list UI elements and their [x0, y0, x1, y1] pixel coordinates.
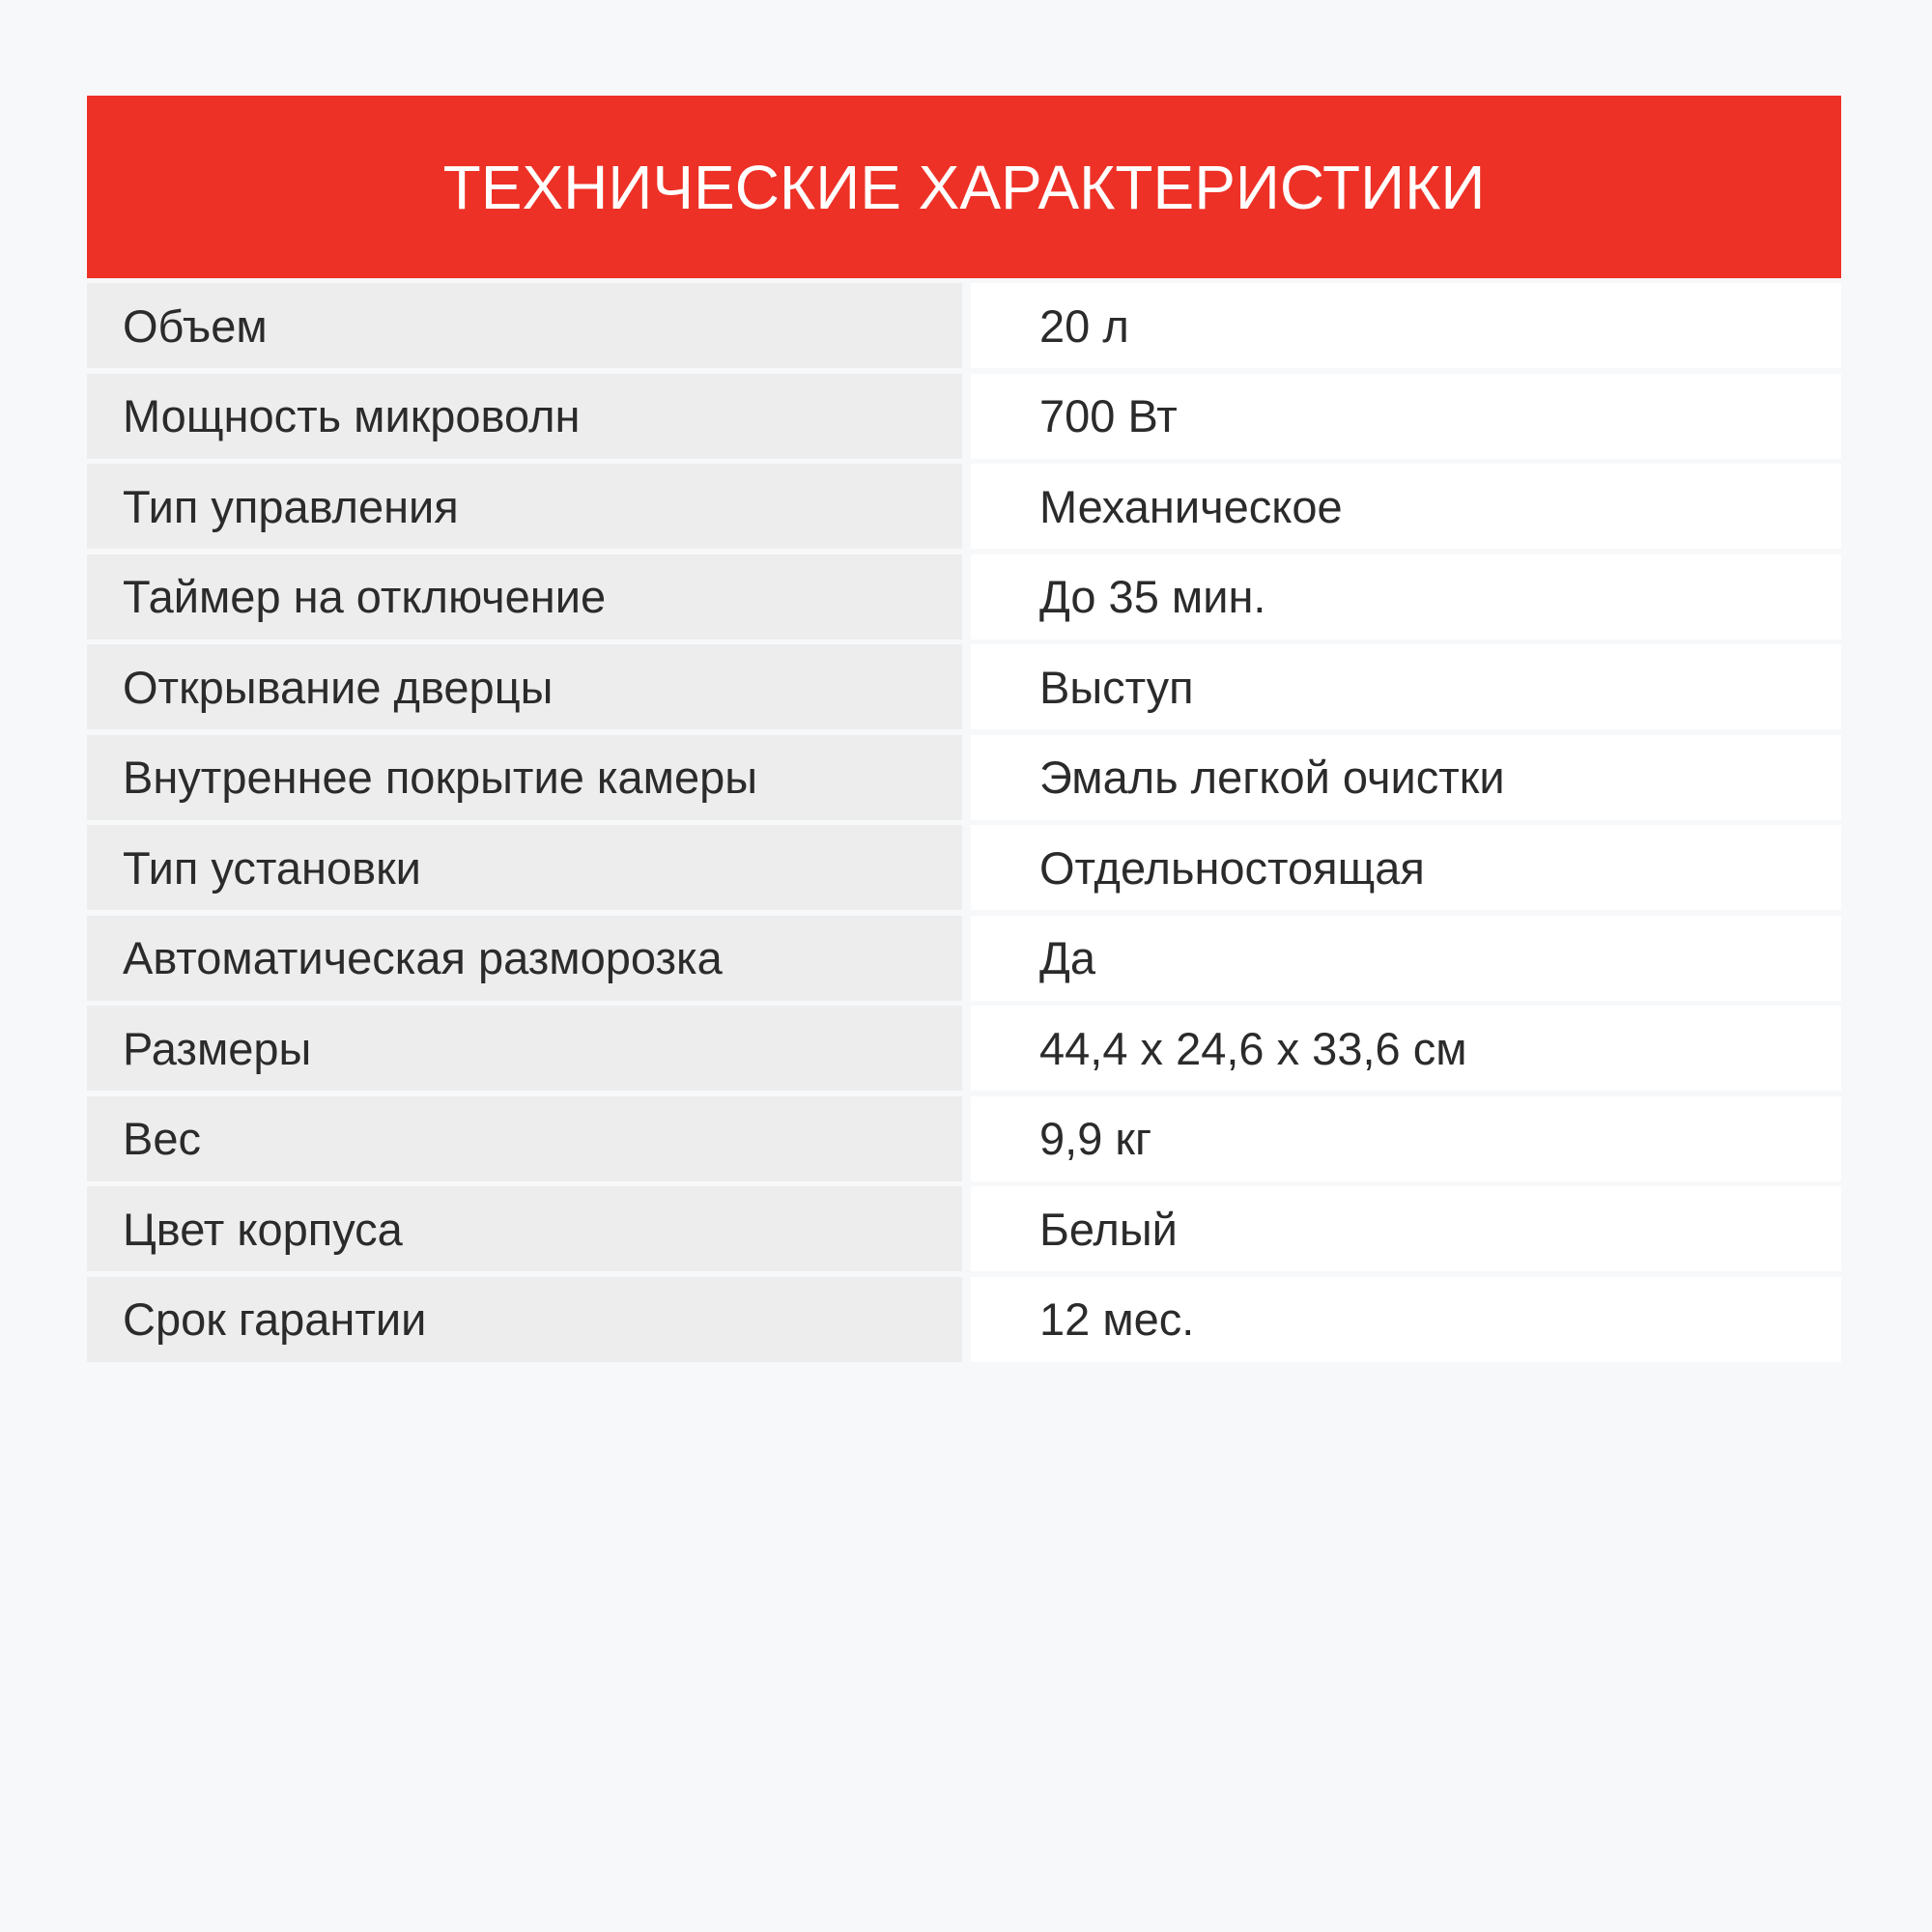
spec-label-cell [87, 554, 962, 639]
spec-label-cell [87, 1006, 962, 1091]
spec-label: Мощность микроволн [123, 390, 581, 441]
spec-label: Срок гарантии [123, 1293, 427, 1345]
spec-row [87, 916, 1841, 1001]
spec-label-cell [87, 735, 962, 820]
spec-row [87, 1277, 1841, 1362]
spec-label: Внутреннее покрытие камеры [123, 752, 758, 803]
spec-value-cell [971, 1277, 1841, 1362]
spec-row [87, 735, 1841, 820]
spec-row [87, 825, 1841, 910]
spec-value-cell [971, 1006, 1841, 1091]
spec-value: 20 л [1039, 299, 1129, 352]
spec-value-cell [971, 916, 1841, 1001]
spec-value-cell [971, 554, 1841, 639]
spec-value-cell [971, 374, 1841, 459]
spec-value: До 35 мин. [1039, 571, 1266, 622]
spec-value: Эмаль легкой очистки [1039, 752, 1505, 803]
spec-value: Да [1039, 932, 1095, 983]
spec-value-cell [971, 283, 1841, 368]
spec-value: 700 Вт [1039, 390, 1178, 441]
spec-value-cell [971, 735, 1841, 820]
specs-title: ТЕХНИЧЕСКИЕ ХАРАКТЕРИСТИКИ [442, 152, 1486, 222]
specs-header [87, 96, 1841, 278]
spec-value-cell [971, 1096, 1841, 1181]
spec-label-cell [87, 283, 962, 368]
spec-row [87, 644, 1841, 729]
spec-value: 9,9 кг [1039, 1113, 1152, 1164]
spec-label: Цвет корпуса [123, 1203, 403, 1255]
spec-label-cell [87, 1096, 962, 1181]
spec-label: Тип установки [123, 841, 421, 894]
spec-label-cell [87, 1186, 962, 1271]
spec-label: Открывание дверцы [123, 661, 554, 713]
spec-value: Выступ [1039, 661, 1194, 713]
spec-value: Механическое [1039, 480, 1343, 532]
spec-label-cell [87, 374, 962, 459]
spec-value: Отдельностоящая [1039, 841, 1425, 894]
spec-label: Размеры [123, 1022, 312, 1074]
spec-row [87, 283, 1841, 368]
spec-row [87, 464, 1841, 549]
spec-label-cell [87, 916, 962, 1001]
spec-row [87, 554, 1841, 639]
spec-label-cell [87, 644, 962, 729]
spec-row [87, 1096, 1841, 1181]
spec-value-cell [971, 644, 1841, 729]
spec-label-cell [87, 825, 962, 910]
spec-value-cell [971, 825, 1841, 910]
spec-value-cell [971, 1186, 1841, 1271]
spec-label: Тип управления [123, 480, 459, 532]
spec-row [87, 1006, 1841, 1091]
spec-value: Белый [1039, 1203, 1178, 1255]
spec-value: 44,4 x 24,6 x 33,6 см [1039, 1022, 1467, 1074]
spec-row [87, 374, 1841, 459]
spec-label-cell [87, 1277, 962, 1362]
specs-rows [87, 278, 1841, 1362]
spec-row [87, 1186, 1841, 1271]
spec-label: Объем [123, 299, 268, 352]
spec-label-cell [87, 464, 962, 549]
spec-label: Вес [123, 1113, 201, 1164]
spec-label: Автоматическая разморозка [123, 932, 723, 983]
spec-label: Таймер на отключение [123, 571, 607, 622]
spec-value: 12 мес. [1039, 1293, 1195, 1345]
specs-table [87, 96, 1841, 1367]
spec-value-cell [971, 464, 1841, 549]
